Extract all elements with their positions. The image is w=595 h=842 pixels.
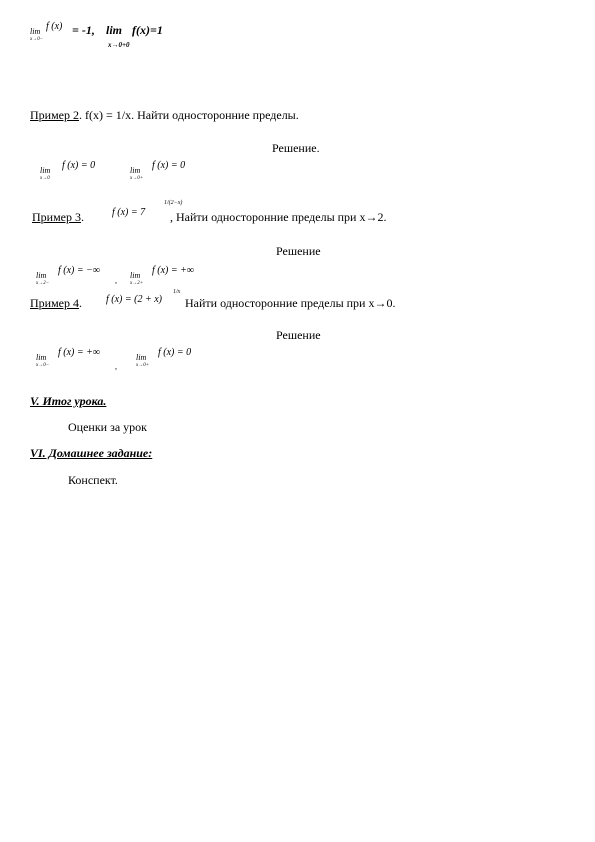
example-2-solution-heading: Решение. xyxy=(272,141,320,155)
lim-expression: f (x) = +∞ xyxy=(152,265,195,276)
lim-word: lim xyxy=(36,353,47,362)
limit-left-value: = -1, xyxy=(72,23,95,37)
lim-expression: f (x) = 0 xyxy=(152,160,186,171)
example-4-limit-a xyxy=(36,347,101,368)
example-4-comma: , xyxy=(115,362,117,371)
lim-word: lim xyxy=(130,271,141,280)
example-3-solution-heading: Решение xyxy=(276,244,321,258)
example-3-formula xyxy=(112,200,183,218)
limit-right-function: f(x)=1 xyxy=(132,23,163,37)
lim-word: lim xyxy=(36,271,47,280)
lim-subscript: x→0− xyxy=(36,363,50,368)
example-3-label-line xyxy=(32,210,84,225)
example-4-formula-exponent: 1/x xyxy=(173,289,181,295)
section-5-text: Оценки за урок xyxy=(68,420,147,434)
lim-expression: f (x) = +∞ xyxy=(58,347,101,358)
limit-right-word: lim xyxy=(106,23,123,37)
example-2-label: Пример 2 xyxy=(30,108,80,122)
example-2-limit-b xyxy=(130,160,186,181)
lim-function: f (x) xyxy=(46,21,63,32)
lim-word: lim xyxy=(136,353,147,362)
lim-subscript: x→2+ xyxy=(130,281,144,286)
example-3-label: Пример 3 xyxy=(32,210,82,224)
example-3-formula-exponent: 1/(2−x) xyxy=(164,200,183,206)
example-4-label-line xyxy=(30,296,82,311)
lim-word: lim xyxy=(30,27,41,36)
example-4-limit-b xyxy=(136,347,192,368)
example-4-dot: . xyxy=(79,296,83,310)
lim-subscript: x→0− xyxy=(30,37,44,42)
section-6-heading: VI. Домашнее задание: xyxy=(30,446,153,460)
limit-left-top xyxy=(30,21,63,42)
lim-subscript: x→0+ xyxy=(136,363,150,368)
lim-expression: f (x) = 0 xyxy=(62,160,96,171)
lim-word: lim xyxy=(40,166,51,175)
lim-subscript: x→2− xyxy=(36,281,50,286)
lim-subscript: x→0+ xyxy=(130,176,144,181)
lim-expression: f (x) = 0 xyxy=(158,347,192,358)
example-2-limit-a xyxy=(40,160,96,181)
example-2-text: . f(x) = 1/x. Найти односторонние пределы. xyxy=(79,108,299,122)
example-4-formula xyxy=(106,289,181,305)
example-3-formula-base: f (x) = 7 xyxy=(112,207,146,218)
lim-expression: f (x) = −∞ xyxy=(58,265,101,276)
example-4-formula-base: f (x) = (2 + x) xyxy=(106,294,162,305)
example-3-limit-b xyxy=(130,265,195,286)
example-3-text: , Найти односторонние пределы при x→2. xyxy=(170,210,387,224)
section-5-heading: V. Итог урока. xyxy=(30,394,107,408)
example-3-dot: . xyxy=(81,210,85,224)
example-4-solution-heading: Решение xyxy=(276,328,321,342)
example-4-text: Найти односторонние пределы при x→0. xyxy=(185,296,396,310)
lim-word: lim xyxy=(130,166,141,175)
example-2-line xyxy=(30,108,299,123)
example-3-limit-a xyxy=(36,265,101,286)
section-6-text: Конспект. xyxy=(68,473,118,487)
limit-right-subscript: x→0+0 xyxy=(108,41,130,49)
lim-subscript: x→0 xyxy=(40,176,50,181)
example-4-label: Пример 4 xyxy=(30,296,80,310)
example-3-comma: , xyxy=(115,276,117,285)
